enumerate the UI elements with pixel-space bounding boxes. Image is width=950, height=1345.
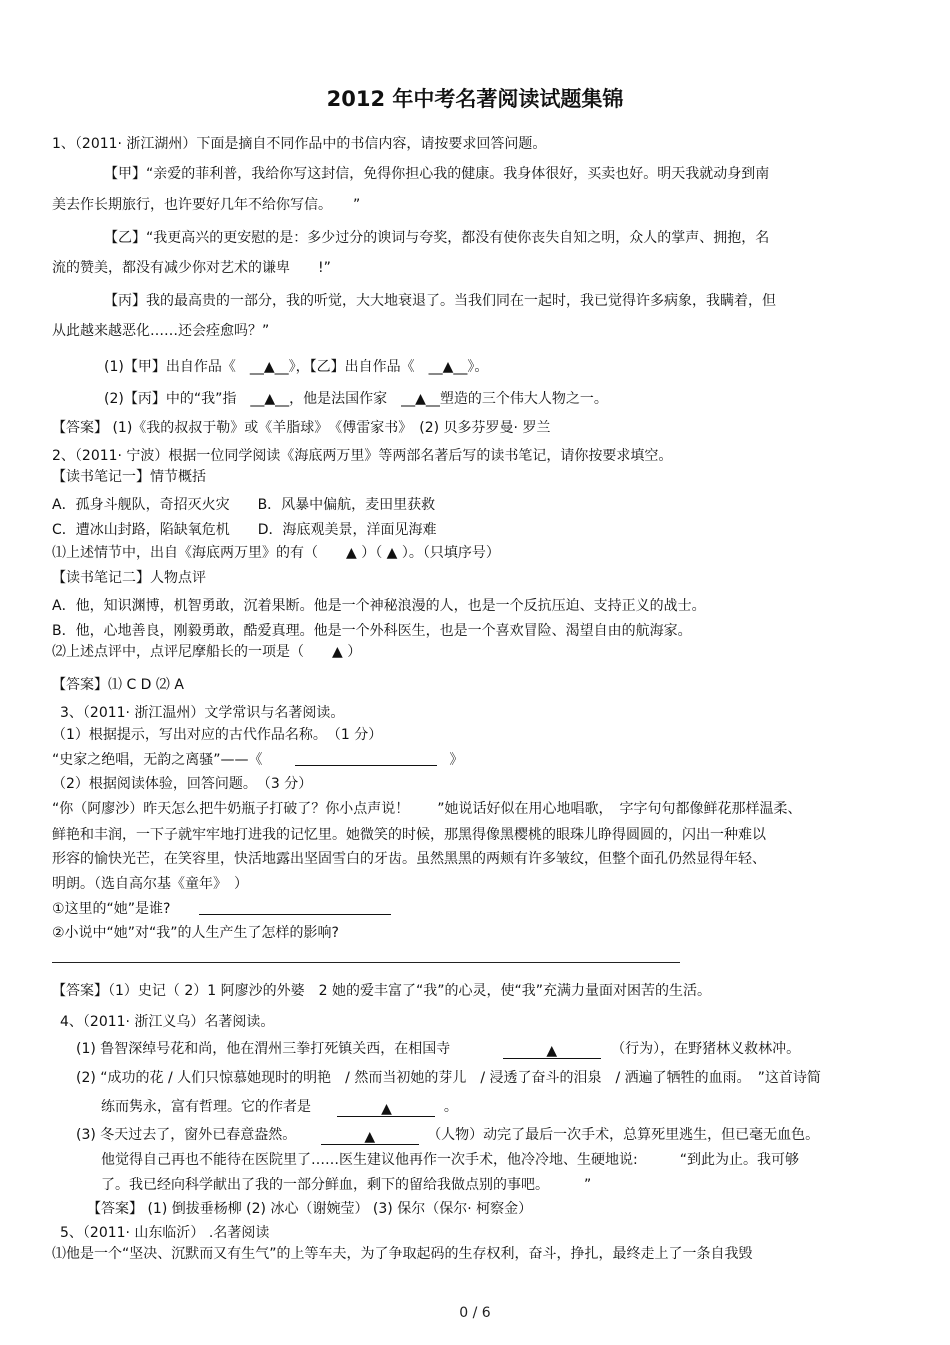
q4-answer: 【答案】 (1) 倒拔垂杨柳 (2) 冰心（谢婉莹） (3) 保尔（保尔· 柯察金） bbox=[87, 1201, 533, 1217]
q1-jia-line2: 美去作长期旅行，也许要好几年不给你写信。 ” bbox=[52, 197, 361, 213]
q3-sub-question-2: （2）根据阅读体验，回答问题。 （3 分） bbox=[52, 776, 313, 792]
q3-passage-line4: 明朗。（选自高尔基《童年》 ） bbox=[52, 876, 248, 892]
q1-yi-line2: 流的赞美，都没有减少你对艺术的谦卑 !” bbox=[52, 260, 331, 276]
q4-blank-2[interactable] bbox=[337, 1102, 435, 1117]
q4-blank-1[interactable] bbox=[503, 1044, 601, 1059]
q2-stem: 2、（2011· 宁波）根据一位同学阅读《海底两万里》等两部名著后写的读书笔记，请你按要求填空。 bbox=[52, 448, 673, 464]
q2-options-ab: A．孤身斗舰队，奇招灭火灾 B．风暴中偏航，麦田里获救 bbox=[52, 497, 436, 513]
q1-sub-question-1: (1)【甲】出自作品《 __▲__》，【乙】出自作品《 __▲__》。 bbox=[104, 359, 489, 375]
q4-sub-question-2-line1: (2) “成功的花 / 人们只惊慕她现时的明艳 / 然而当初她的芽儿 / 浸透了奋斗的泪泉 / 洒遍了牺牲的血雨。 ”这首诗简 bbox=[76, 1070, 821, 1086]
q4-blank-3[interactable] bbox=[321, 1130, 419, 1145]
q2-sub-question-2: ⑵上述点评中，点评尼摩船长的一项是（ ▲ ） bbox=[52, 644, 362, 660]
q4-stem: 4、（2011· 浙江义乌）名著阅读。 bbox=[60, 1014, 275, 1030]
page-number: 0 / 6 bbox=[459, 1305, 491, 1321]
q4-sub-question-3-line1: (3) 冬天过去了，窗外已春意盎然。 ▲ （人物）动完了最后一次手术，总算死里逃生，但已毫无血色。 bbox=[76, 1127, 820, 1145]
q3-passage-line2: 鲜艳和丰润，一下子就牢牢地打进我的记忆里。她微笑的时候，那黑得像黑樱桃的眼珠儿睁得圆圆的，闪出一种难以 bbox=[52, 827, 766, 843]
q1-bing-line2: 从此越来越恶化……还会痊愈吗？” bbox=[52, 323, 270, 339]
q4-sub-question-2-line2: 练而隽永，富有哲理。它的作者是 ▲ 。 bbox=[101, 1099, 458, 1117]
document-title: 2012 年中考名著阅读试题集锦 bbox=[326, 87, 624, 111]
q2-sub-question-1: ⑴上述情节中，出自《海底两万里》的有（ ▲ ）（ ▲ ）。（只填序号） bbox=[52, 545, 500, 561]
q3-answer-line[interactable] bbox=[52, 962, 680, 963]
q2-options-cd: C．遭冰山封路，陷缺氧危机 D．海底观美景，洋面见海难 bbox=[52, 522, 437, 538]
q3-passage-line3: 形容的愉快光芒，在笑容里，快活地露出坚固雪白的牙齿。虽然黑黑的两颊有许多皱纹，但整个面孔仍然显得年轻、 bbox=[52, 851, 766, 867]
q3-passage-line1: “你（阿廖沙）昨天怎么把牛奶瓶子打破了？你小点声说！ ”她说话好似在用心地唱歌， 字字句句都像鲜花那样温柔、 bbox=[52, 801, 802, 817]
triangle-icon: ▲ bbox=[364, 1129, 376, 1145]
q3-quote-end: 》 bbox=[449, 752, 464, 768]
q2-note1-heading: 【读书笔记一】情节概括 bbox=[52, 469, 206, 485]
q3-question-a-blank[interactable] bbox=[199, 900, 391, 915]
q4-sub-question-3-line3: 了。我已经向科学献出了我的一部分鲜血，剩下的留给我做点别的事吧。 ” bbox=[101, 1177, 592, 1193]
q4-sub-question-3-line2: 他觉得自己再也不能待在医院里了……医生建议他再作一次手术，他冷冷地、生硬地说: “到此为止。我可够 bbox=[101, 1152, 799, 1168]
q3-answer-blank[interactable] bbox=[295, 751, 437, 766]
q1-stem: 1、（2011· 浙江湖州）下面是摘自不同作品中的书信内容，请按要求回答问题。 bbox=[52, 136, 547, 152]
q3-quote-line bbox=[52, 751, 463, 769]
q1-sub-question-2: (2)【丙】中的“我”指 __▲__，他是法国作家 __▲__塑造的三个伟大人物之一。 bbox=[104, 391, 608, 407]
q1-jia-line1: 【甲】“亲爱的菲利普，我给你写这封信，免得你担心我的健康。我身体很好，买卖也好。明天我就动身到南 bbox=[104, 166, 770, 182]
q3-sub-question-1: （1）根据提示，写出对应的古代作品名称。 （1 分） bbox=[52, 727, 383, 743]
q2-option-b: B．他，心地善良，刚毅勇敢，酷爱真理。他是一个外科医生，也是一个喜欢冒险、渴望自由的航海家。 bbox=[52, 623, 692, 639]
q2-option-a: A．他，知识渊博，机智勇敢，沉着果断。他是一个神秘浪漫的人，也是一个反抗压迫、支持正义的战士。 bbox=[52, 598, 706, 614]
q3-question-a: ①这里的“她”是谁? bbox=[52, 901, 171, 917]
q1-answer: 【答案】 (1)《我的叔叔于勒》或《羊脂球》 《傅雷家书》 (2) 贝多芬罗曼· 罗兰 bbox=[52, 420, 551, 436]
q3-question-a-line bbox=[52, 900, 391, 918]
q5-stem: 5、（2011· 山东临沂） .名著阅读 bbox=[60, 1225, 270, 1241]
q2-answer: 【答案】⑴ C D ⑵ A bbox=[52, 677, 184, 693]
q1-bing-line1: 【丙】我的最高贵的一部分，我的听觉，大大地衰退了。当我们同在一起时，我已觉得许多病象，我瞒着，但 bbox=[104, 293, 776, 309]
q3-quote-text: “史家之绝唱，无韵之离骚”——《 bbox=[52, 752, 263, 768]
q3-question-b: ②小说中“她”对“我”的人生产生了怎样的影响? bbox=[52, 925, 339, 941]
q4-sub-question-1: (1) 鲁智深绰号花和尚，他在渭州三拳打死镇关西，在相国寺 ▲ （行为），在野猪林义救林冲。 bbox=[76, 1041, 801, 1059]
triangle-icon: ▲ bbox=[546, 1043, 558, 1059]
q5-sub-question-1: ⑴他是一个“坚决、沉默而又有生气”的上等车夫，为了争取起码的生存权利，奋斗，挣扎，最终走上了一条自我毁 bbox=[52, 1246, 753, 1262]
q3-stem: 3、（2011· 浙江温州）文学常识与名著阅读。 bbox=[60, 705, 345, 721]
q3-answer: 【答案】（1）史记（ 2）1 阿廖沙的外婆 2 她的爱丰富了“我”的心灵，使“我”充满力量面对困苦的生活。 bbox=[52, 983, 711, 999]
q2-note2-heading: 【读书笔记二】人物点评 bbox=[52, 570, 206, 586]
triangle-icon: ▲ bbox=[381, 1101, 392, 1117]
q1-yi-line1: 【乙】“我更高兴的更安慰的是：多少过分的谀词与夸奖，都没有使你丧失自知之明，众人的掌声、拥抱，名 bbox=[104, 230, 770, 246]
